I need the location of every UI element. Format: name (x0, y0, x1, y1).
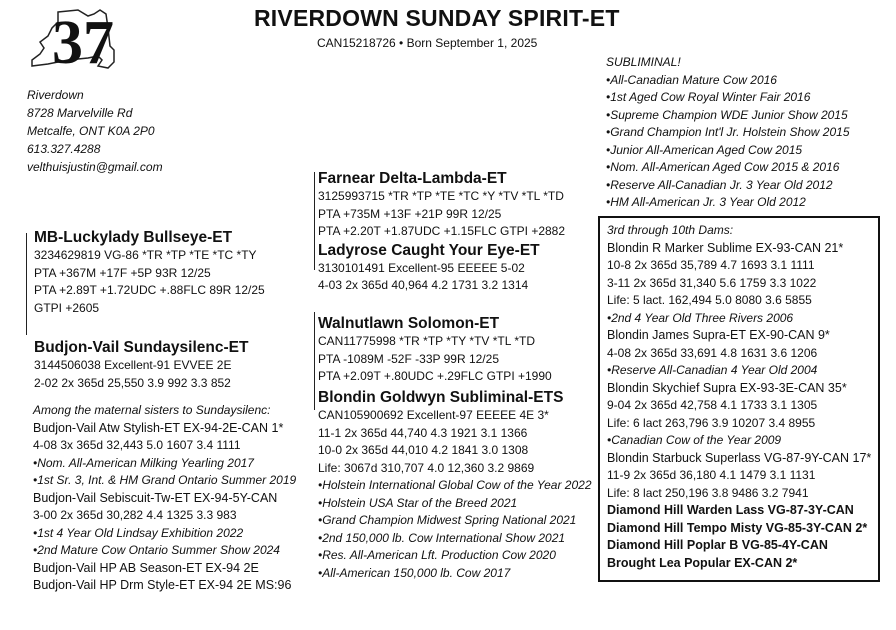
honor-line: •1st 4 Year Old Lindsay Exhibition 2022 (33, 525, 244, 540)
cow-name-line: Budjon-Vail HP Drm Style-ET EX-94 2E MS:96 (33, 578, 292, 592)
mgs-line: CAN11775998 *TR *TP *TY *TV *TL *TD (318, 334, 535, 348)
granddam-name: Blondin Goldwyn Subliminal-ETS (318, 389, 564, 406)
dam-sire-line: PTA +367M +17F +5P 93R 12/25 (34, 265, 211, 280)
dam-sire-line: PTA +2.89T +1.72UDC +.88FLC 89R 12/25 (34, 283, 265, 297)
cow-name-line: Budjon-Vail Atw Stylish-ET EX-94-2E-CAN 1* (33, 420, 284, 435)
dam-sire-block (34, 228, 265, 317)
cow-name-line: Diamond Hill Warden Lass VG-87-3Y-CAN (607, 503, 854, 517)
honor-line: •All-Canadian Mature Cow 2016 (606, 72, 777, 87)
dams-box-content (607, 222, 871, 572)
sire-name: Farnear Delta-Lambda-ET (318, 170, 507, 187)
sire-block (318, 169, 565, 295)
record-line: Life: 6 lact 263,796 3.9 10207 3.4 8955 (607, 415, 816, 430)
honor-line: •Reserve All-Canadian Jr. 3 Year Old 2012 (606, 177, 833, 192)
sire-line: PTA +2.20T +1.87UDC +1.15FLC GTPI +2882 (318, 224, 566, 238)
sire-dam-name: Ladyrose Caught Your Eye-ET (318, 241, 540, 259)
honor-line: •Holstein USA Star of the Breed 2021 (318, 495, 518, 510)
dam-line: 3144506038 Excellent-91 EVVEE 2E (34, 358, 232, 372)
honor-line: •Reserve All-Canadian 4 Year Old 2004 (607, 363, 818, 377)
registration-birth-line: CAN15218726 • Born September 1, 2025 (317, 36, 538, 50)
dams-box-heading: 3rd through 10th Dams: (607, 223, 734, 237)
record-line: 10-8 2x 365d 35,789 4.7 1693 3.1 1111 (607, 258, 815, 272)
record-line: 9-04 2x 365d 42,758 4.1 1733 3.1 1305 (607, 398, 818, 412)
honor-line: •All-American 150,000 lb. Cow 2017 (318, 565, 511, 580)
sire-line: 3125993715 *TR *TP *TE *TC *Y *TV *TL *TD (318, 189, 564, 203)
pedigree-bracket (26, 233, 27, 335)
honor-line: •HM All-American Jr. 3 Year Old 2012 (606, 195, 806, 209)
dam-sire-line: 3234629819 VG-86 *TR *TP *TE *TC *TY (34, 248, 257, 262)
dam-line: 2-02 2x 365d 25,550 3.9 992 3.3 852 (34, 375, 231, 390)
record-line: 4-08 3x 365d 32,443 5.0 1607 3.4 1111 (33, 438, 241, 452)
record-line: Life: 3067d 310,707 4.0 12,360 3.2 9869 (318, 460, 535, 475)
mgs-line: PTA +2.09T +.80UDC +.29FLC GTPI +1990 (318, 369, 552, 383)
consignor-city: Metcalfe, ONT K0A 2P0 (27, 124, 155, 138)
consignor-email[interactable]: velthuisjustin@gmail.com (27, 160, 163, 174)
page-title: RIVERDOWN SUNDAY SPIRIT-ET (254, 5, 620, 31)
honor-line: •Holstein International Global Cow of the Year 2022 (318, 478, 592, 492)
lot-number: 37 (52, 9, 114, 77)
dam-sire-name: MB-Luckylady Bullseye-ET (34, 229, 233, 246)
cow-name-line: Brought Lea Popular EX-CAN 2* (607, 555, 798, 570)
dam-block (34, 338, 248, 392)
honor-line: •2nd Mature Cow Ontario Summer Show 2024 (33, 543, 280, 557)
honor-line: •Grand Champion Int'l Jr. Holstein Show 2015 (606, 125, 850, 139)
dam-sire-line: GTPI +2605 (34, 300, 100, 315)
cow-name-line: Budjon-Vail Sebiscuit-Tw-ET EX-94-5Y-CAN (33, 490, 278, 505)
honor-line: •Grand Champion Midwest Spring National 2021 (318, 513, 577, 527)
mgs-block (318, 314, 552, 386)
consignor-address (27, 86, 163, 176)
honor-line: •2nd 4 Year Old Three Rivers 2006 (607, 310, 794, 325)
consignor-phone: 613.327.4288 (27, 142, 101, 156)
honor-line: •1st Aged Cow Royal Winter Fair 2016 (606, 90, 811, 104)
sire-line: PTA +735M +13F +21P 99R 12/25 (318, 206, 502, 221)
record-line: CAN105900692 Excellent-97 EEEEE 4E 3* (318, 408, 549, 422)
record-line: 10-0 2x 365d 44,010 4.2 1841 3.0 1308 (318, 443, 529, 457)
cow-name-line: Blondin Starbuck Superlass VG-87-9Y-CAN 17* (607, 450, 872, 465)
record-line: 11-9 2x 365d 36,180 4.1 1479 3.1 1131 (607, 468, 816, 482)
cow-name-line: Diamond Hill Tempo Misty VG-85-3Y-CAN 2* (607, 520, 868, 535)
subliminal-heading: SUBLIMINAL! (606, 55, 681, 69)
honor-line: •2nd 150,000 lb. Cow International Show 2021 (318, 530, 566, 545)
maternal-sisters-heading: Among the maternal sisters to Sundaysilenc: (33, 403, 271, 417)
record-line: Life: 8 lact 250,196 3.8 9486 3.2 7941 (607, 485, 809, 500)
maternal-sisters (33, 402, 296, 595)
sire-dam-line: 3130101491 Excellent-95 EEEEE 5-02 (318, 260, 525, 275)
record-line: Life: 5 lact. 162,494 5.0 8080 3.6 5855 (607, 293, 812, 307)
cow-name-line: Blondin R Marker Sublime EX-93-CAN 21* (607, 240, 844, 255)
sire-dam-line: 4-03 2x 365d 40,964 4.2 1731 3.2 1314 (318, 278, 529, 292)
pedigree-bracket (314, 312, 315, 410)
cow-name-line: Diamond Hill Poplar B VG-85-4Y-CAN (607, 538, 828, 552)
pedigree-bracket (314, 172, 315, 270)
cow-name-line: Blondin James Supra-ET EX-90-CAN 9* (607, 328, 830, 342)
granddam-block (318, 388, 592, 582)
consignor-street: 8728 Marvelville Rd (27, 106, 133, 120)
mgs-line: PTA -1089M -52F -33P 99R 12/25 (318, 351, 499, 366)
cow-name-line: Budjon-Vail HP AB Season-ET EX-94 2E (33, 560, 259, 575)
consignor-farm: Riverdown (27, 88, 84, 102)
mgs-name: Walnutlawn Solomon-ET (318, 315, 500, 332)
honor-line: •Nom. All-American Aged Cow 2015 & 2016 (606, 160, 840, 174)
honor-line: •Canadian Cow of the Year 2009 (607, 433, 782, 447)
honor-line: •Res. All-American Lft. Production Cow 2020 (318, 548, 556, 562)
honor-line: •Nom. All-American Milking Yearling 2017 (33, 455, 254, 470)
record-line: 3-11 2x 365d 31,340 5.6 1759 3.3 1022 (607, 275, 817, 290)
record-line: 3-00 2x 365d 30,282 4.4 1325 3.3 983 (33, 508, 237, 522)
honor-line: •Junior All-American Aged Cow 2015 (606, 142, 803, 157)
cow-name-line: Blondin Skychief Supra EX-93-3E-CAN 35* (607, 380, 847, 395)
honor-line: •Supreme Champion WDE Junior Show 2015 (606, 107, 848, 122)
honor-line: •1st Sr. 3, Int. & HM Grand Ontario Summer 2019 (33, 473, 297, 487)
record-line: 4-08 2x 365d 33,691 4.8 1631 3.6 1206 (607, 345, 818, 360)
subliminal-honors (606, 54, 850, 212)
record-line: 11-1 2x 365d 44,740 4.3 1921 3.1 1366 (318, 425, 528, 440)
dam-name: Budjon-Vail Sundaysilenc-ET (34, 339, 249, 356)
